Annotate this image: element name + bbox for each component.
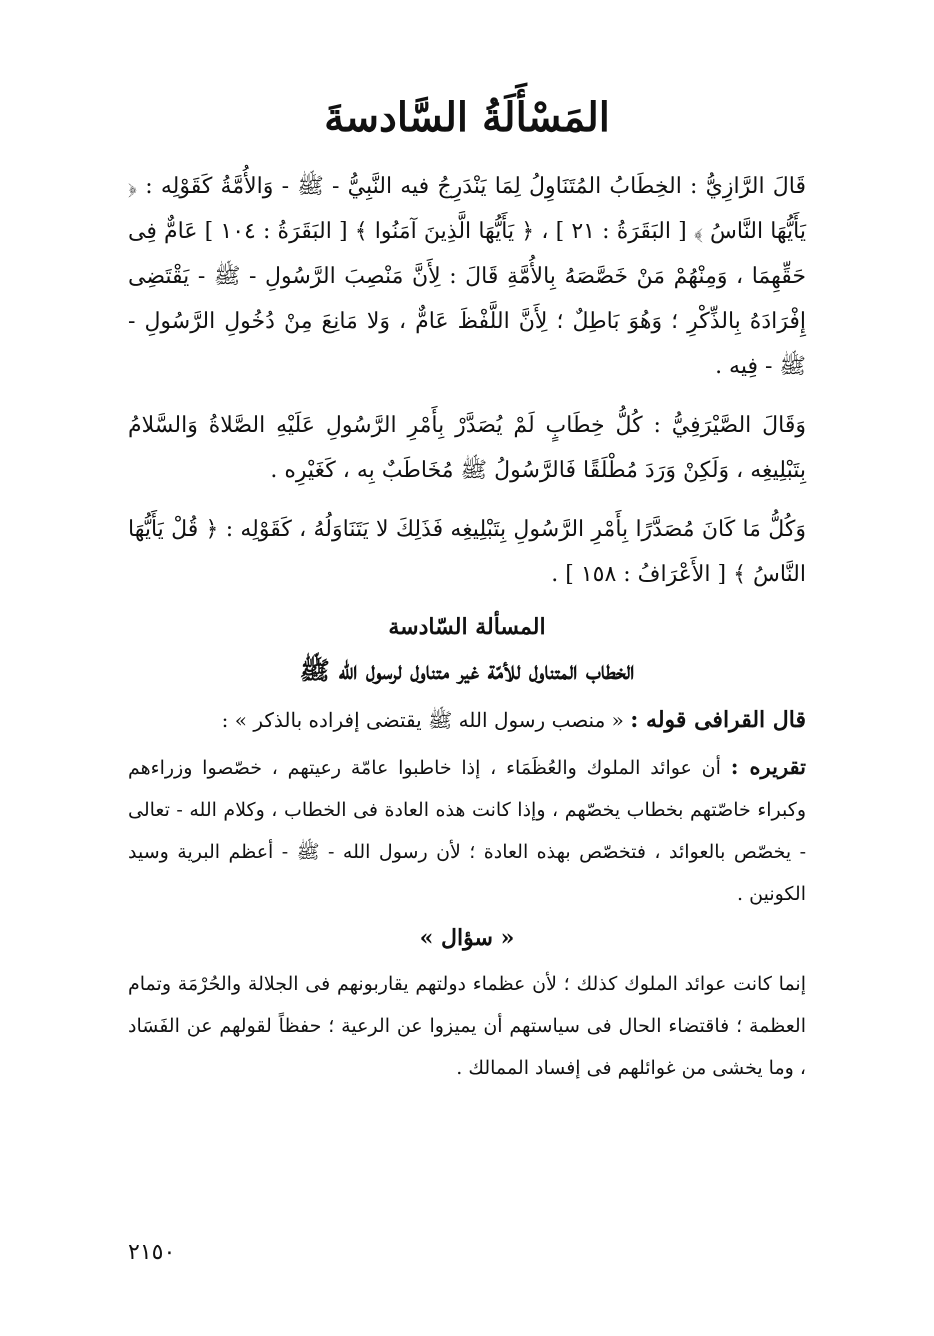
chapter-title: المَسْأَلَةُ السَّادسةَ [324, 94, 610, 141]
taqrir-paragraph [128, 746, 806, 915]
section-heading: المسألة السّادسة [388, 614, 546, 640]
question-heading: « سؤال » [419, 924, 515, 951]
qarafi-lead: قال القرافى قوله : [630, 706, 806, 733]
answer-paragraph: إنما كانت عوائد الملوك كذلك ؛ لأن عظماء دولتهم يقاربونهم فى الجلالة والحُرْمَة وتمام العظمة ؛ فاقتضاء الحال فى سياستهم أن يميزوا عن الرعية ؛ حفظاً لقولهم عن الفَسَاد ، وما يخشى من غوائلهم فى إفساد الممالك . [128, 972, 806, 1079]
taqrir-lead: تقريره : [730, 753, 806, 779]
tabligh-paragraph: وَكُلُّ مَا كَانَ مُصَدَّرًا بِأَمْرِ الرَّسُولِ بِتَبْلِيغِه فَذَلِكَ لا يَتَنَاوَلُهُ ، كَقَوْلِه : ﴿ قُلْ يَأَيُّهَا النَّاسُ ﴾ [ الأَعْرَافُ : ١٥٨ ] . [128, 517, 806, 587]
section-title: الخطاب المتناول للأمّة غير متناول لرسول الله ﷺ [299, 656, 635, 685]
taqrir-text: أن عوائد الملوك والعُظَمَاء ، إذا خاطبوا عامّة رعيتهم ، خصّصوا وزراءهم وكبراء خاصّتهم بخطاب يخصّهم ، وإذا كانت هذه العادة فى الخطاب ، وكلام الله - تعالى - يخصّص بالعوائد ، فتخصّص بهذه العادة ؛ لأن رسول الله - ﷺ - أعظم البرية وسيد الكونين . [128, 756, 806, 905]
sayrafi-paragraph: وَقَالَ الصَّيْرَفِيُّ : كُلُّ خِطَابٍ لَمْ يُصَدَّرْ بِأَمْرِ الرَّسُولِ عَلَيْهِ الصَّلاةُ وَالسَّلامُ بِتَبْلِيغِه ، وَلَكِنْ وَرَدَ مُطْلَقًا فَالرَّسُولُ ﷺ مُخَاطَبٌ بِه ، كَغَيْرِه . [128, 413, 806, 483]
razi-paragraph: قَالَ الرَّازِيُّ : الخِطَابُ المُتَنَاوِلُ لِمَا يَنْدَرِجُ فيه النَّبِيُّ - ﷺ - وَالأُمَّةُ كَقَوْلِه : ﴿ يَأَيُّهَا النَّاسُ ﴾ [ البَقَرَةُ : ٢١ ] ، ﴿ يَأَيُّهَا الَّذِينَ آمَنُوا ﴾ [ البَقَرَةُ : ١٠٤ ] عَامٌّ فِى حَقِّهِمَا ، وَمِنْهُمْ مَنْ خَصَّصَهُ بِالأُمَّةِ قَالَ : لِأَنَّ مَنْصِبَ الرَّسُولِ - ﷺ - يَقْتَضِى إِفْرَادَهُ بِالذِّكْرِ ؛ وَهُوَ بَاطِلٌ ؛ لِأَنَّ اللَّفْظَ عَامٌّ ، وَلا مَانِعَ مِنْ دُخُولِ الرَّسُولِ - ﷺ - فِيه . [128, 174, 807, 379]
page-number: ٢١٥٠ [128, 1240, 176, 1265]
qarafi-quote: « منصب رسول الله ﷺ يقتضى إفراده بالذكر » : [221, 707, 624, 732]
qarafi-quote-line [128, 700, 806, 740]
